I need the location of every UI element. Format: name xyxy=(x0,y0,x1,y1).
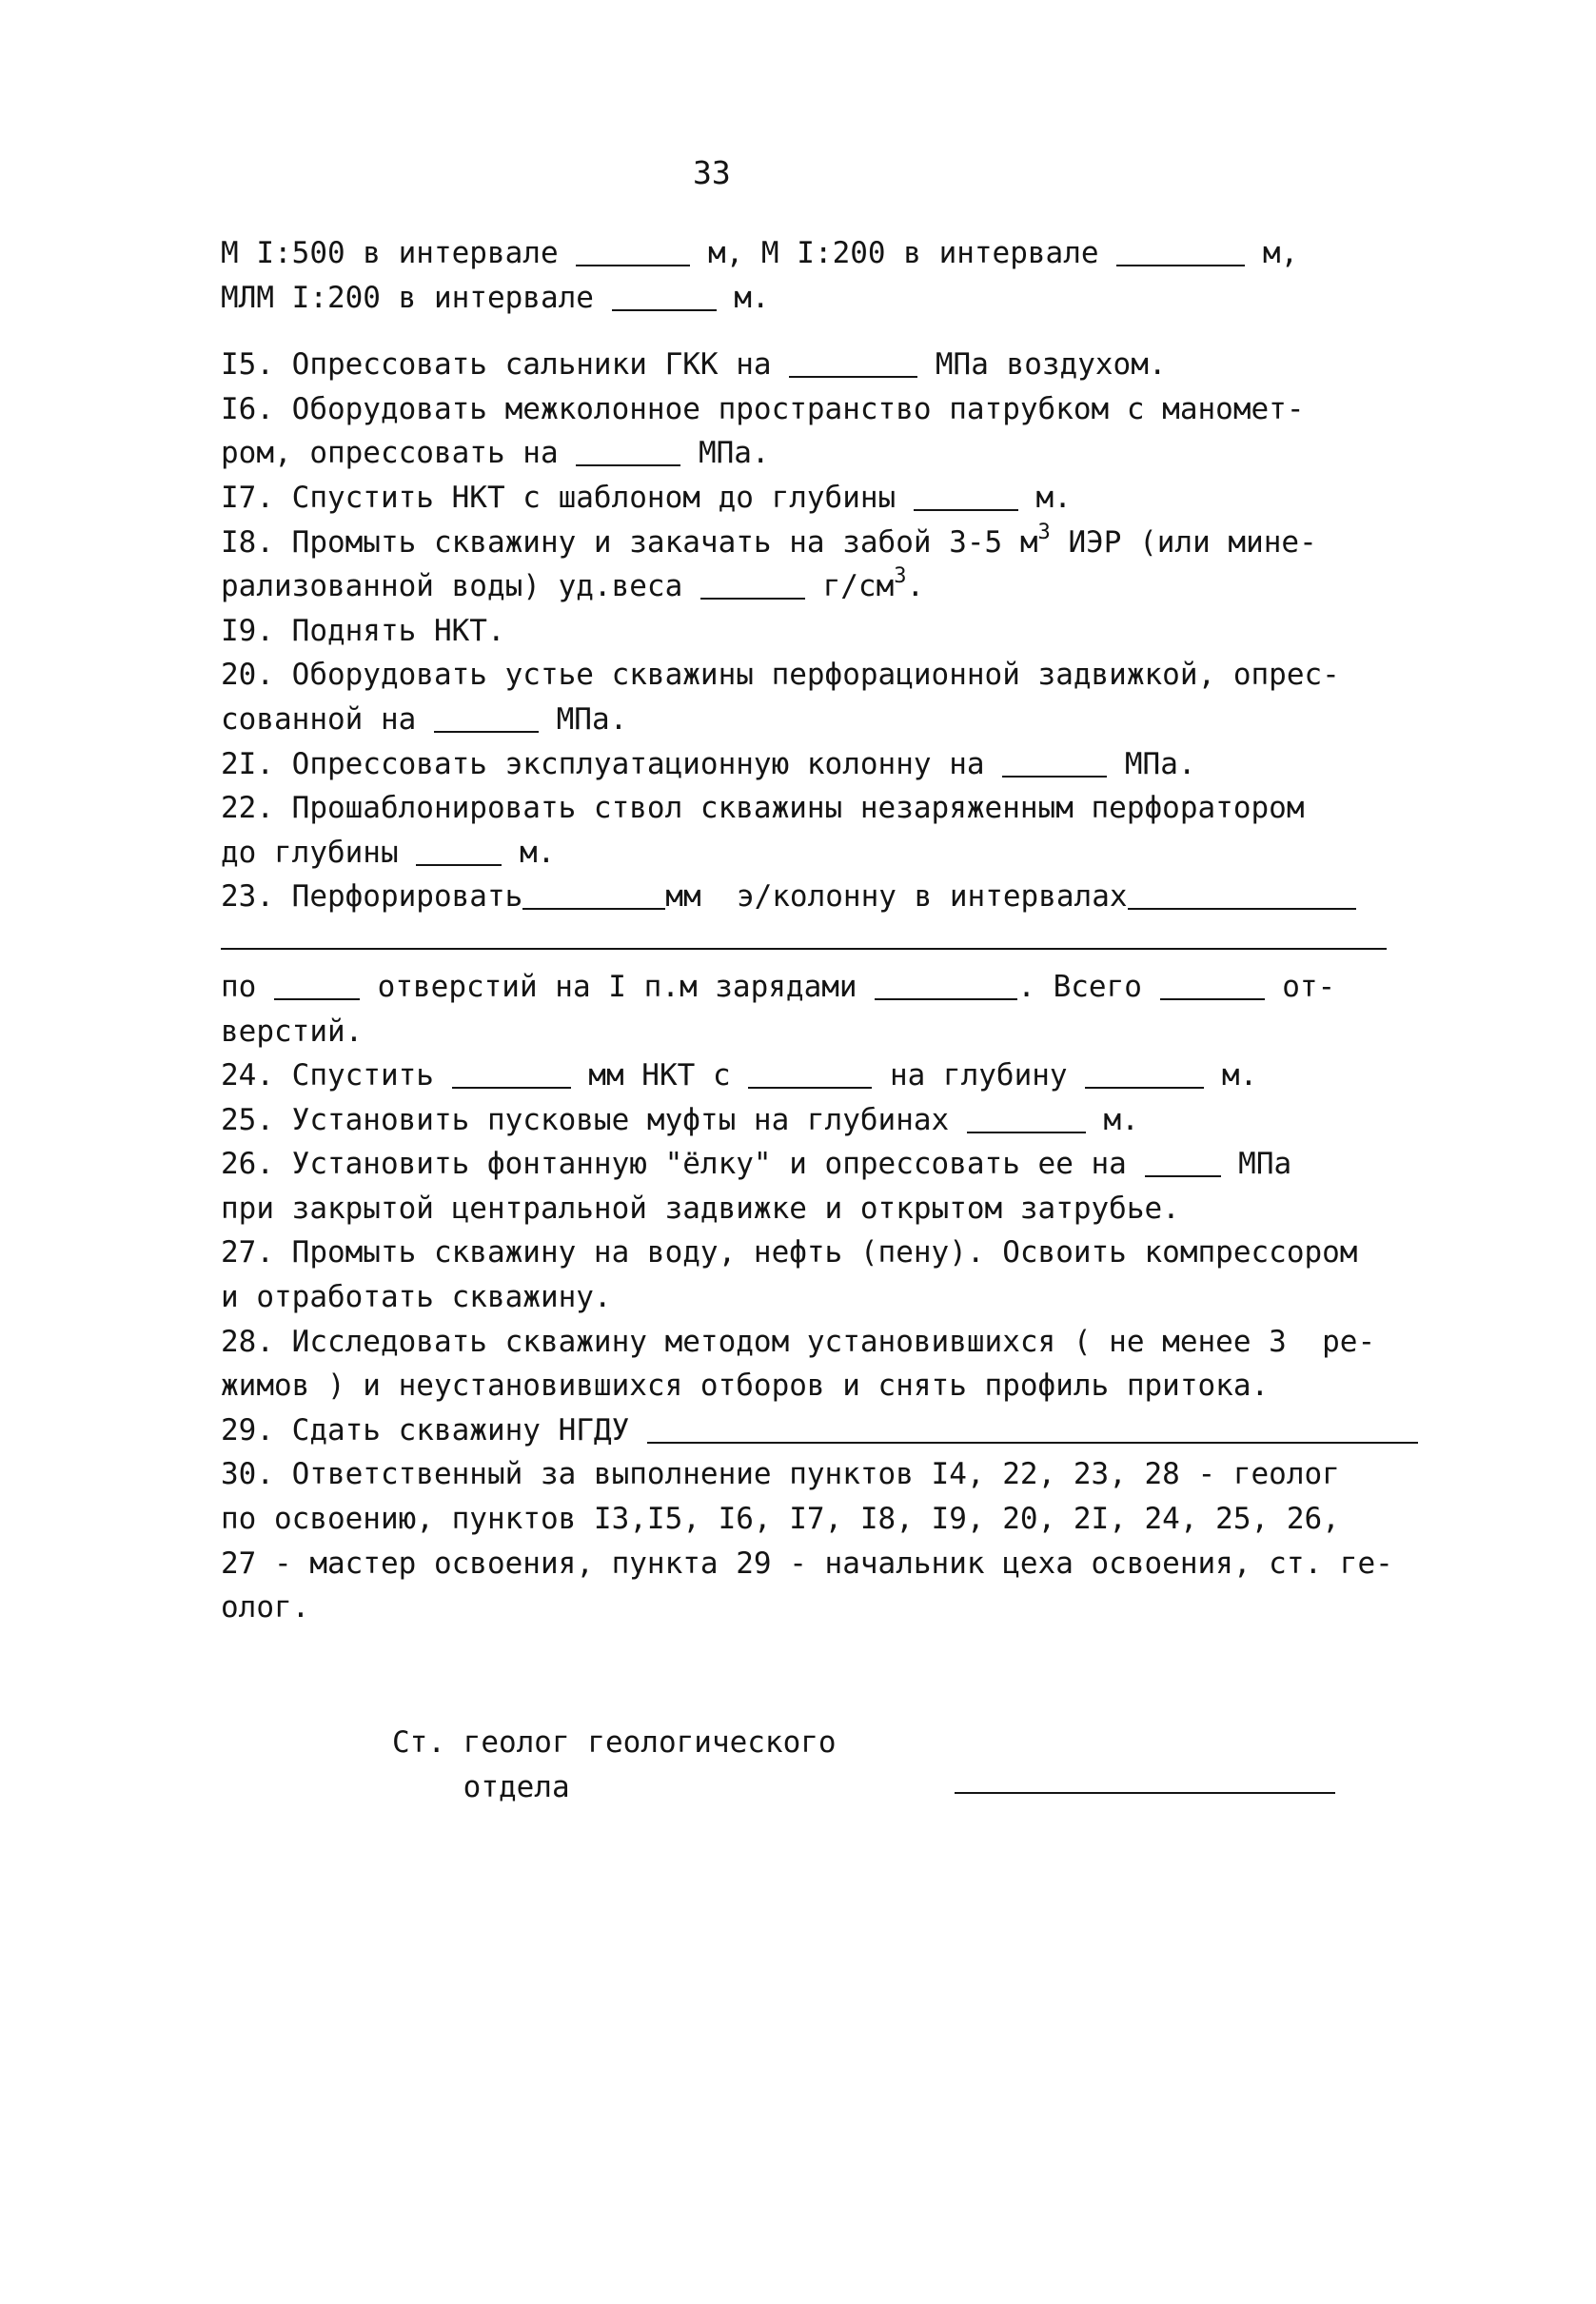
blank-field[interactable] xyxy=(1002,744,1107,778)
blank-field[interactable] xyxy=(576,233,690,266)
blank-field[interactable] xyxy=(1116,233,1245,266)
signature-title: Ст. геолог геологического xyxy=(392,1725,837,1760)
item-18: I8. Промыть скважину и закачать на забой 3-5 $м^3$ ИЭР (или мине- xyxy=(221,520,1317,560)
blank-field[interactable] xyxy=(1085,1056,1204,1090)
blank-field[interactable] xyxy=(1160,967,1265,1000)
signature-line[interactable] xyxy=(955,1792,1335,1794)
item-27-cont: и отработать скважину. xyxy=(221,1280,612,1315)
blank-field[interactable] xyxy=(612,278,717,311)
page-number: 33 xyxy=(693,154,731,191)
intro-line-2: МЛМ I:200 в интервале м. xyxy=(221,276,1401,321)
signature-dept: отдела xyxy=(392,1769,570,1804)
item-30-cont-2: 27 - мастер освоения, пункта 29 - начальник цеха освоения, ст. ге- xyxy=(221,1546,1393,1581)
item-23-end: верстий. xyxy=(221,1014,364,1049)
blank-field[interactable] xyxy=(789,345,917,379)
blank-field[interactable] xyxy=(875,967,1017,1000)
item-23: 23. Перфорировать мм э/колонну в интервалах xyxy=(221,875,1401,919)
blank-field[interactable] xyxy=(522,877,665,911)
blank-field[interactable] xyxy=(1128,877,1356,911)
blank-field[interactable] xyxy=(576,434,680,467)
blank-field[interactable] xyxy=(434,699,539,733)
blank-field[interactable] xyxy=(274,967,360,1000)
blank-field[interactable] xyxy=(914,478,1018,511)
intro-line-1: М I:500 в интервале м, М I:200 в интервале м, xyxy=(221,231,1401,276)
item-24: 24. Спустить мм НКТ с на глубину м. xyxy=(221,1054,1401,1098)
blank-full-line[interactable] xyxy=(221,919,1387,950)
item-29: 29. Сдать скважину НГДУ xyxy=(221,1408,1401,1453)
item-22-cont: до глубины м. xyxy=(221,831,1401,876)
item-26: 26. Установить фонтанную "ёлку" и опрессовать ее на МПа xyxy=(221,1142,1401,1187)
item-26-cont: при закрытой центральной задвижке и открытом затрубье. xyxy=(221,1191,1180,1226)
item-19: I9. Поднять НКТ. xyxy=(221,613,505,648)
blank-field[interactable] xyxy=(647,1410,1418,1444)
item-16: I6. Оборудовать межколонное пространство патрубком с маномет- xyxy=(221,391,1305,426)
item-25: 25. Установить пусковые муфты на глубинах м. xyxy=(221,1098,1401,1143)
item-28-cont: жимов ) и неустановившихся отборов и снять профиль притока. xyxy=(221,1369,1270,1404)
item-30: 30. Ответственный за выполнение пунктов I4, 22, 23, 28 - геолог xyxy=(221,1457,1340,1492)
item-22: 22. Прошаблонировать ствол скважины незаряженным перфоратором xyxy=(221,791,1305,826)
blank-field[interactable] xyxy=(452,1056,571,1090)
document-body xyxy=(221,231,1401,1630)
item-15: I5. Опрессовать сальники ГКК на МПа воздухом. xyxy=(221,343,1401,387)
item-20: 20. Оборудовать устье скважины перфорационной задвижкой, опрес- xyxy=(221,658,1340,693)
item-30-cont-3: олог. xyxy=(221,1590,310,1625)
item-27: 27. Промыть скважину на воду, нефть (пену). Освоить компрессором xyxy=(221,1235,1358,1270)
blank-field[interactable] xyxy=(416,833,502,866)
blank-field[interactable] xyxy=(1145,1145,1221,1178)
item-30-cont-1: по освоению, пунктов I3,I5, I6, I7, I8, I9, 20, 2I, 24, 25, 26, xyxy=(221,1502,1340,1537)
item-23-cont: по отверстий на I п.м зарядами . Всего от- xyxy=(221,965,1401,1010)
item-28: 28. Исследовать скважину методом установившихся ( не менее 3 ре- xyxy=(221,1324,1376,1359)
item-20-cont: сованной на МПа. xyxy=(221,698,1401,742)
blank-field[interactable] xyxy=(700,567,805,601)
blank-field[interactable] xyxy=(748,1056,872,1090)
blank-field[interactable] xyxy=(967,1100,1086,1133)
item-18-cont: рализованной воды) уд.веса $г/см^3$. xyxy=(221,564,925,604)
item-17: I7. Спустить НКТ с шаблоном до глубины м. xyxy=(221,476,1401,521)
item-16-cont: ром, опрессовать на МПа. xyxy=(221,431,1401,476)
item-21: 2I. Опрессовать эксплуатационную колонну на МПа. xyxy=(221,742,1401,787)
signature-block xyxy=(392,1721,837,1809)
